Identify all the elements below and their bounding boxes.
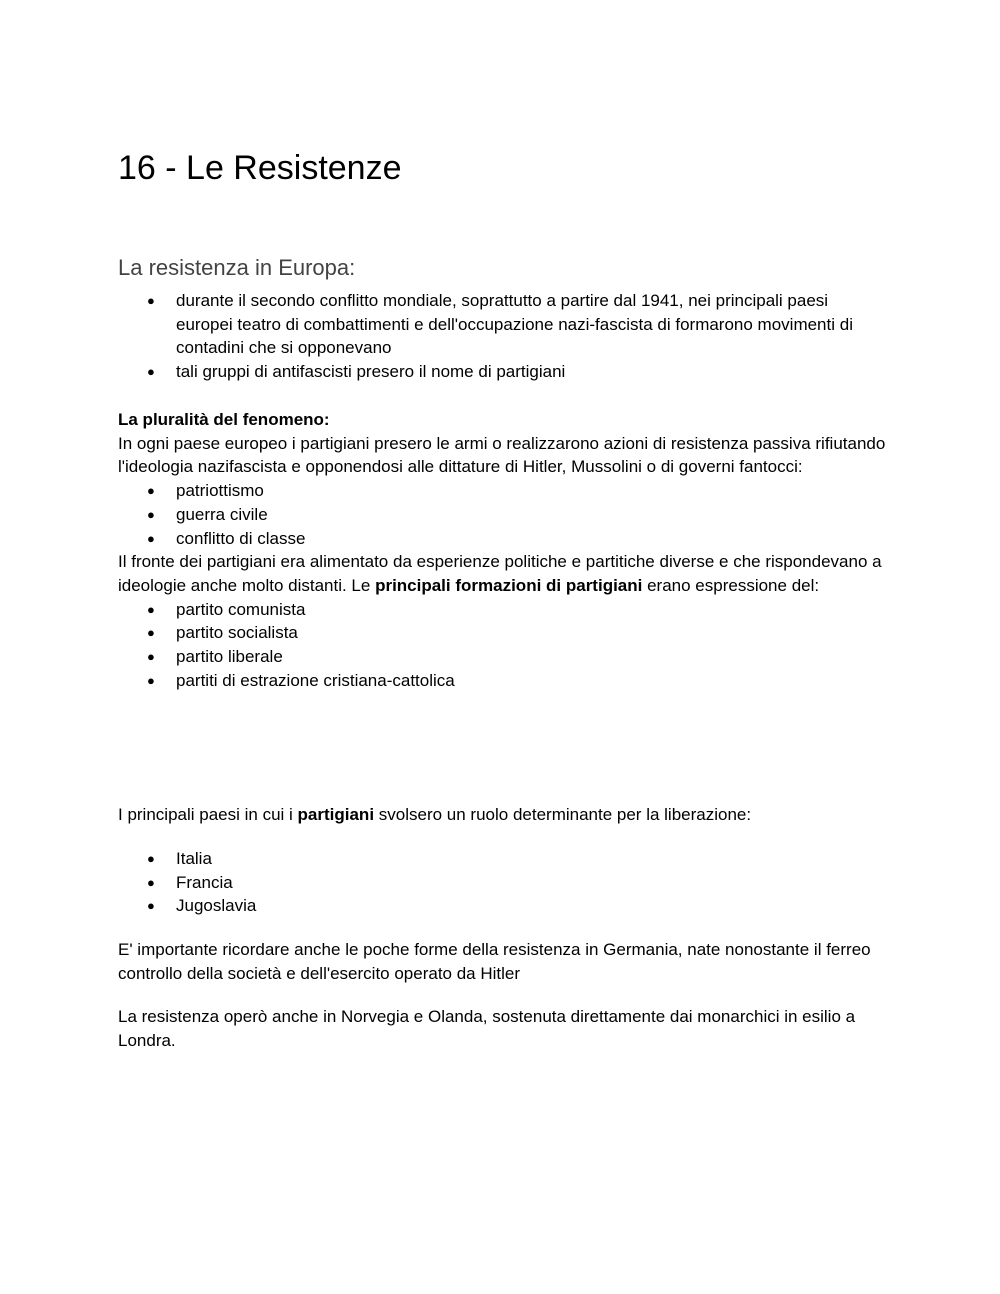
- section-heading-europe: La resistenza in Europa:: [118, 255, 356, 280]
- list-item-text: durante il secondo conflitto mondiale, soprattutto a partire dal 1941, nei principali paesi europei teatro di combattimenti e dell'occupazione nazi-fascista di formarono movimenti di contadini che si opponevano: [176, 291, 853, 358]
- norway-note-block: [118, 1005, 888, 1052]
- section3-intro: [118, 803, 888, 827]
- section2-paragraph: [118, 550, 888, 597]
- paragraph-text: I principali paesi in cui i: [118, 805, 298, 824]
- paragraph-text: svolsero un ruolo determinante per la liberazione:: [374, 805, 752, 824]
- bullet-icon: ●: [147, 874, 155, 890]
- list-item-text: partito liberale: [176, 647, 283, 667]
- bullet-icon: ●: [147, 601, 155, 617]
- section3-intro-block: [118, 803, 888, 827]
- bullet-icon: ●: [147, 898, 155, 914]
- list-item: [118, 598, 888, 622]
- list-item: [118, 669, 888, 693]
- bullet-icon: ●: [147, 483, 155, 499]
- list-item: [118, 527, 888, 551]
- paragraph-bold-text: principali formazioni di partigiani: [375, 575, 643, 595]
- section-heading-plurality: La pluralità del fenomeno:: [118, 410, 330, 429]
- list-item: [118, 847, 888, 871]
- list-item: [118, 894, 888, 918]
- section2-intro: In ogni paese europeo i partigiani presero le armi o realizzarono azioni di resistenza passiva rifiutando l'ideologia nazifascista e opponendosi alle dittature di Hitler, Mussolini o di governi fantocci:: [118, 433, 886, 477]
- section1-bullet-list: [118, 289, 888, 384]
- parties-list: [118, 598, 888, 693]
- countries-list: [118, 847, 888, 918]
- list-item-text: Jugoslavia: [176, 896, 257, 916]
- list-item: [118, 360, 888, 384]
- list-item: [118, 289, 888, 360]
- norway-note: La resistenza operò anche in Norvegia e Olanda, sostenuta direttamente dai monarchici in esilio a Londra.: [118, 1007, 856, 1050]
- list-item: [118, 503, 888, 527]
- bullet-icon: ●: [147, 364, 155, 380]
- list-item-text: Italia: [176, 849, 212, 868]
- bullet-icon: ●: [147, 851, 155, 866]
- list-item-text: guerra civile: [176, 504, 268, 524]
- bullet-icon: ●: [147, 506, 155, 522]
- list-item: [118, 645, 888, 669]
- list-item-text: patriottismo: [176, 481, 264, 501]
- bullet-icon: ●: [147, 530, 155, 546]
- paragraph-text: Il fronte dei partigiani era alimentato da esperienze politiche e partitiche diverse e che rispondevano a ideologie anche molto distanti. Le: [118, 552, 882, 595]
- list-item-text: partiti di estrazione cristiana-cattolica: [176, 670, 455, 690]
- list-item-text: tali gruppi di antifascisti presero il nome di partigiani: [176, 362, 566, 382]
- list-item-text: partito comunista: [176, 599, 306, 619]
- paragraph-bold-text: partigiani: [297, 805, 375, 824]
- bullet-icon: ●: [147, 649, 155, 665]
- motivations-list: [118, 479, 888, 550]
- list-item: [118, 479, 888, 503]
- section2-block: [118, 408, 888, 692]
- germany-note-block: [118, 938, 888, 985]
- bullet-icon: ●: [147, 625, 155, 641]
- bullet-icon: ●: [147, 672, 155, 688]
- document-title: 16 - Le Resistenze: [118, 149, 402, 187]
- paragraph-text: erano espressione del:: [642, 575, 820, 595]
- list-item-text: conflitto di classe: [176, 528, 306, 548]
- list-item-text: Francia: [176, 872, 233, 892]
- bullet-icon: ●: [147, 293, 155, 308]
- list-item-text: partito socialista: [176, 623, 298, 643]
- list-item: [118, 871, 888, 895]
- countries-block: [118, 847, 888, 918]
- list-item: [118, 621, 888, 645]
- germany-note: E' importante ricordare anche le poche forme della resistenza in Germania, nate nonostante il ferreo controllo della società e dell'esercito operato da Hitler: [118, 940, 871, 983]
- section1-block: [118, 289, 888, 384]
